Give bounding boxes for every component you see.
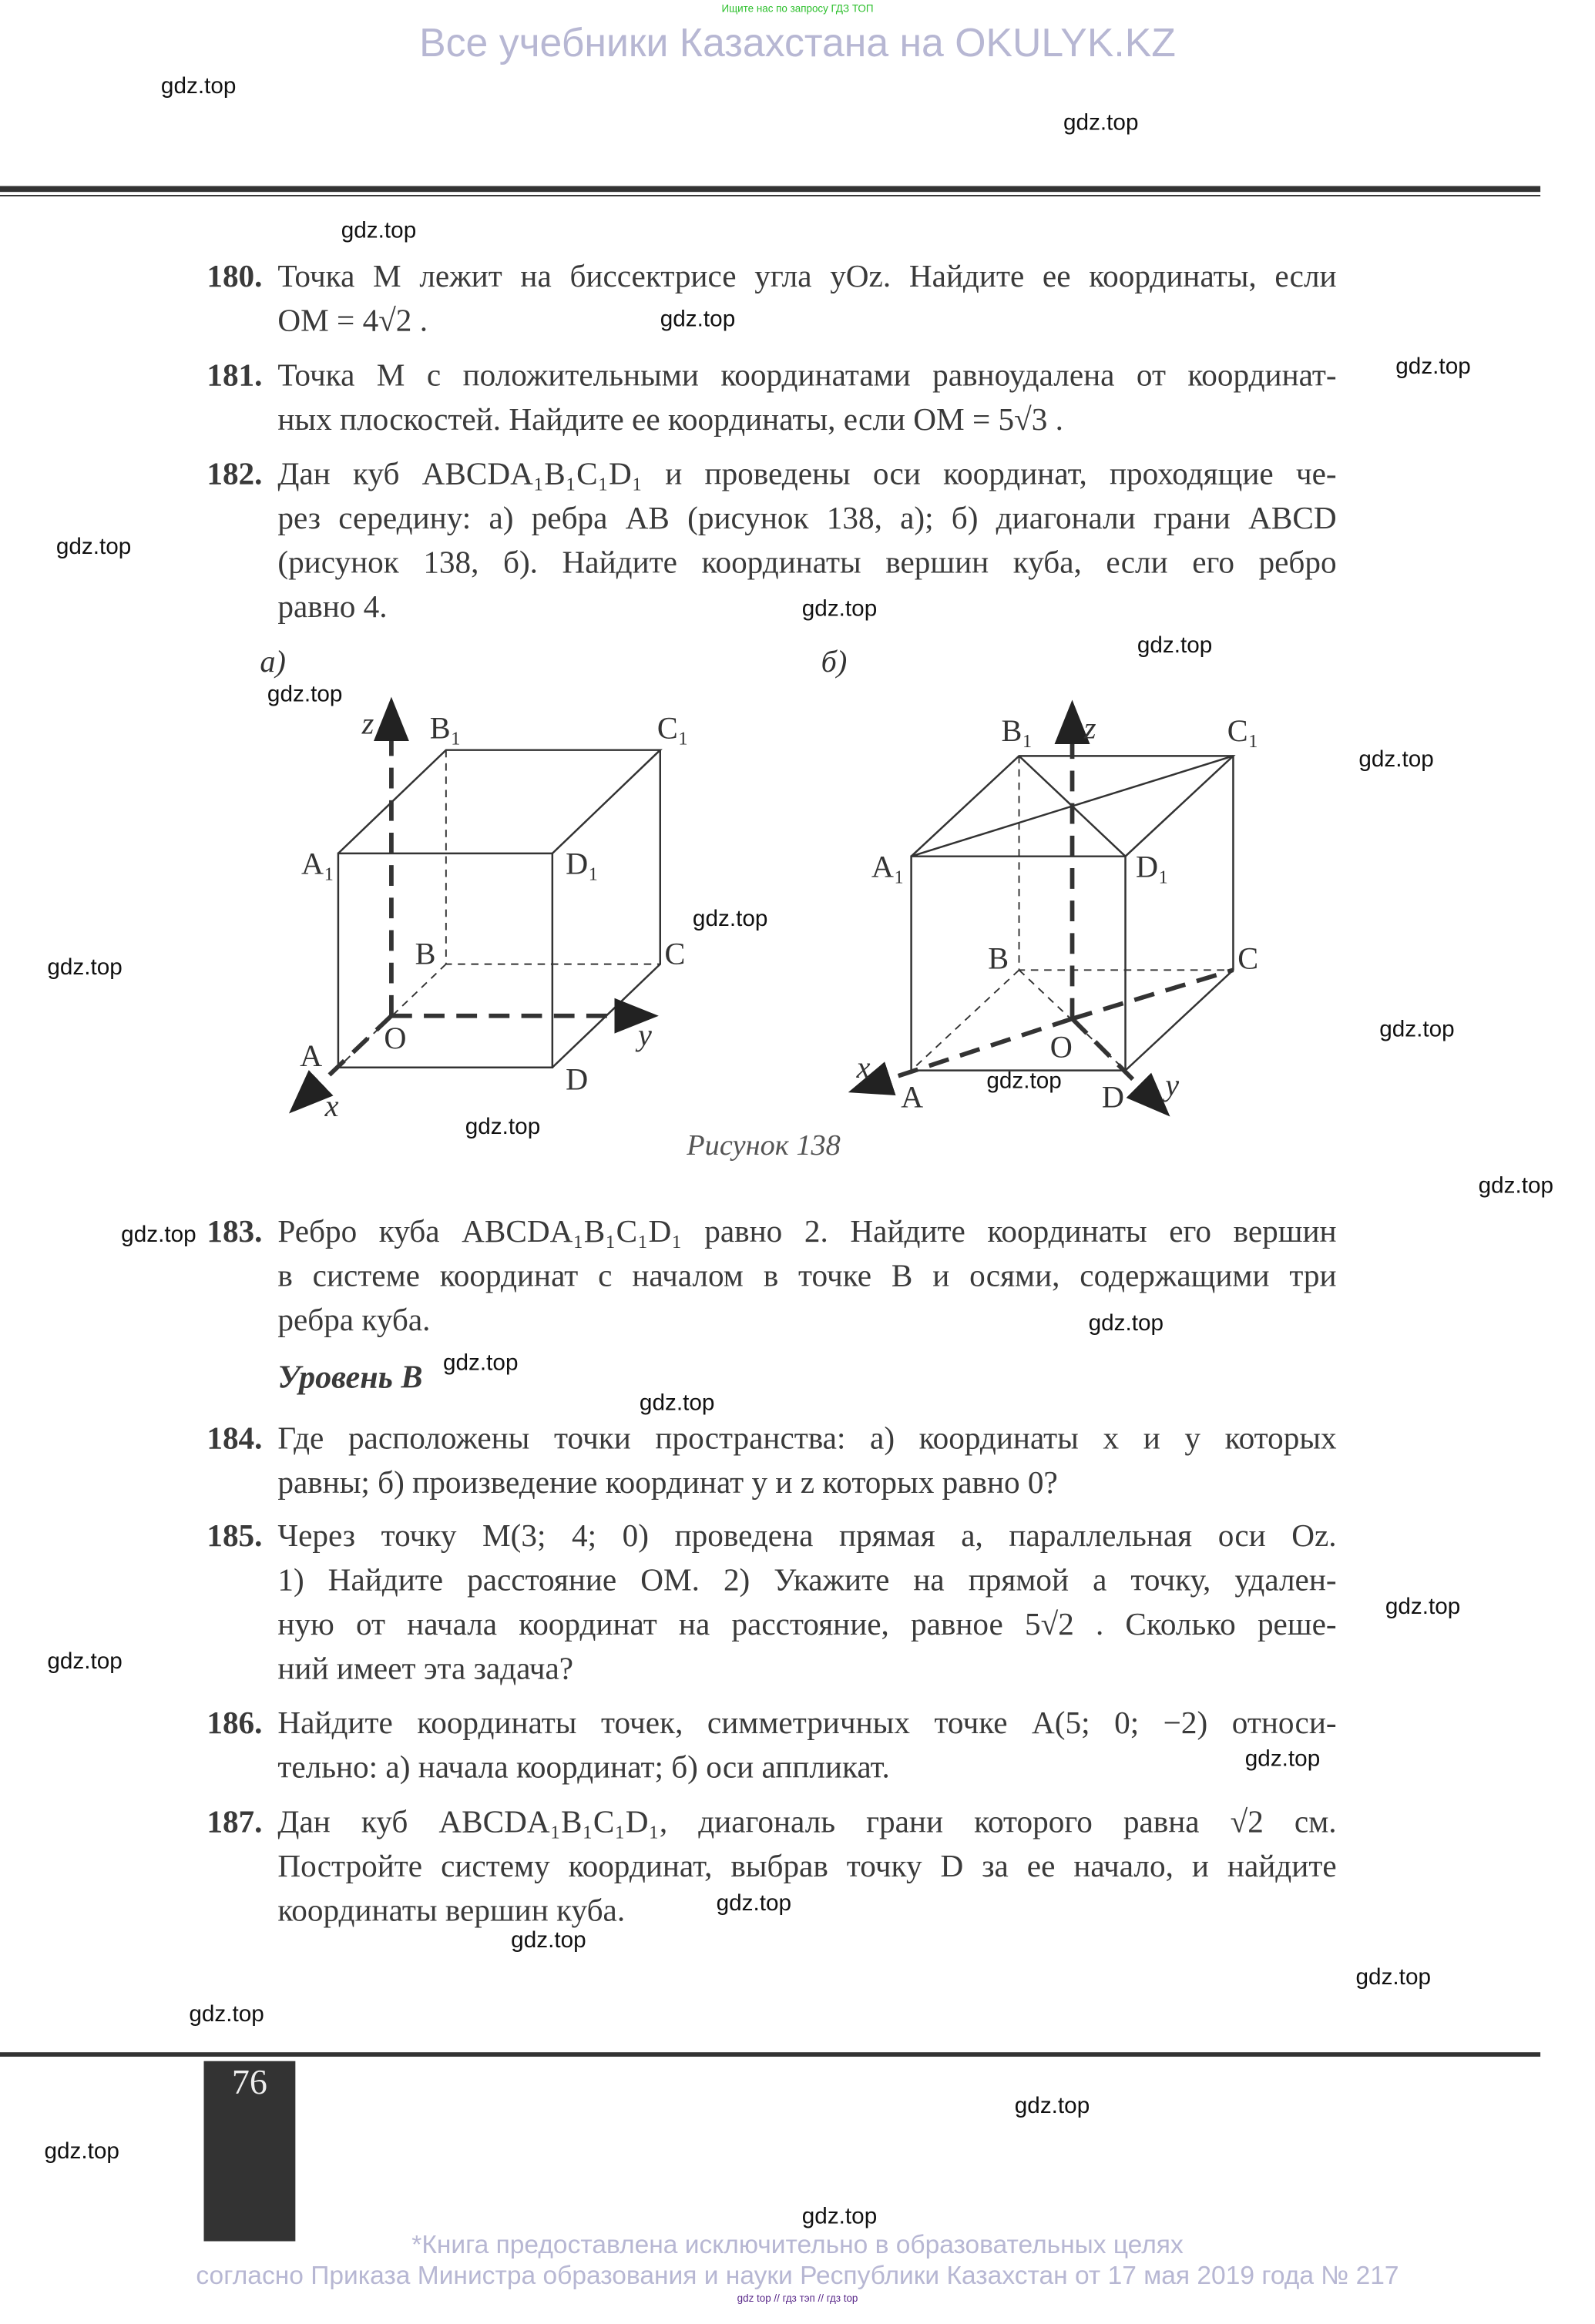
vertex-label: A bbox=[300, 1038, 323, 1073]
problem-180 bbox=[207, 254, 1336, 343]
site-banner[interactable]: Все учебники Казахстана на OKULYK.KZ bbox=[419, 20, 1176, 65]
problem-line: координаты вершин куба. bbox=[277, 1893, 626, 1929]
problem-line: OM = 4√2 . bbox=[277, 302, 428, 338]
axis-label: z bbox=[361, 706, 374, 741]
vertex-label: D bbox=[1101, 1079, 1124, 1115]
problem-number: 185. bbox=[207, 1517, 263, 1554]
vertex-label: B bbox=[415, 936, 436, 971]
vertex-label: A₁ bbox=[871, 849, 905, 884]
vertex-label: O bbox=[1049, 1029, 1073, 1065]
level-heading: Уровень B bbox=[277, 1358, 423, 1396]
watermark: gdz.top bbox=[692, 906, 768, 932]
problem-184 bbox=[207, 1416, 1336, 1504]
page-number: 76 bbox=[231, 2064, 267, 2103]
watermark: gdz.top bbox=[47, 955, 123, 981]
problem-number: 181. bbox=[207, 357, 263, 393]
watermark: gdz.top bbox=[801, 2204, 878, 2230]
watermark: gdz.top bbox=[189, 2002, 264, 2027]
watermark: gdz.top bbox=[716, 1891, 792, 1917]
problem-line: Дан куб ABCDA₁B₁C₁D₁, диагональ грани которого равна √2 см. bbox=[277, 1804, 1337, 1840]
watermark: gdz.top bbox=[47, 1648, 123, 1675]
watermark: gdz.top bbox=[1014, 2093, 1090, 2119]
problem-181 bbox=[207, 353, 1336, 441]
problem-number: 180. bbox=[207, 258, 263, 294]
problem-line: равно 4. bbox=[277, 589, 388, 625]
problem-number: 183. bbox=[207, 1213, 263, 1249]
watermark: gdz.top bbox=[267, 682, 343, 708]
problem-number: 187. bbox=[207, 1804, 263, 1840]
vertex-label: B bbox=[988, 941, 1009, 976]
problem-line: Где расположены точки пространства: а) координаты x и y которых bbox=[277, 1420, 1337, 1456]
watermark: gdz.top bbox=[639, 1390, 715, 1417]
watermark: gdz.top bbox=[986, 1068, 1062, 1095]
problem-line: Найдите координаты точек, симметричных точке A(5; 0; −2) относи- bbox=[277, 1705, 1337, 1741]
watermark: gdz.top bbox=[1379, 1017, 1455, 1043]
problem-line: 1) Найдите расстояние OM. 2) Укажите на прямой a точку, удален- bbox=[277, 1561, 1337, 1598]
problem-185 bbox=[207, 1514, 1336, 1691]
problem-line: Точка M с положительными координатами равноудалена от координат- bbox=[277, 357, 1337, 393]
problem-line: ний имеет эта задача? bbox=[277, 1650, 574, 1686]
problem-line: (рисунок 138, б). Найдите координаты вершин куба, если его ребро bbox=[277, 545, 1337, 581]
vertex-label: C₁ bbox=[656, 710, 689, 746]
vertex-label: C bbox=[1237, 941, 1259, 976]
top-rule bbox=[0, 186, 1540, 193]
watermark: gdz.top bbox=[801, 596, 878, 622]
problem-186 bbox=[207, 1701, 1336, 1789]
vertex-label: C bbox=[664, 936, 686, 971]
figure-caption: Рисунок 138 bbox=[687, 1129, 841, 1162]
watermark: gdz.top bbox=[55, 534, 132, 560]
problem-182 bbox=[207, 452, 1336, 629]
bottom-rule bbox=[0, 2052, 1540, 2057]
figure-label-a: а) bbox=[260, 644, 286, 679]
axis-label: z bbox=[1083, 710, 1096, 746]
problem-number: 184. bbox=[207, 1420, 263, 1456]
vertex-label: D₁ bbox=[1135, 849, 1170, 884]
problem-line: Дан куб ABCDA₁B₁C₁D₁ и проведены оси координат, проходящие че- bbox=[277, 456, 1337, 492]
watermark: gdz.top bbox=[44, 2139, 119, 2165]
watermark: gdz.top bbox=[1478, 1173, 1554, 1199]
watermark: gdz.top bbox=[1395, 354, 1471, 380]
problem-line: ребра куба. bbox=[277, 1302, 431, 1338]
problem-number: 182. bbox=[207, 456, 263, 492]
axis-label: y bbox=[638, 1018, 652, 1053]
problem-line: равны; б) произведение координат y и z которых равно 0? bbox=[277, 1464, 1058, 1501]
watermark: gdz.top bbox=[1244, 1746, 1321, 1772]
vertex-label: A₁ bbox=[301, 846, 335, 881]
cube-figure-a bbox=[295, 706, 660, 1107]
watermark: gdz.top bbox=[1088, 1311, 1164, 1336]
watermark: gdz.top bbox=[443, 1350, 519, 1377]
footer-line-1: *Книга предоставлена исключительно в образовательных целях bbox=[411, 2229, 1184, 2259]
problem-number: 186. bbox=[207, 1705, 263, 1741]
axis-label: x bbox=[856, 1050, 871, 1085]
problem-line: Точка M лежит на биссектрисе угла yOz. Найдите ее координаты, если bbox=[277, 258, 1337, 294]
vertex-label: B₁ bbox=[429, 710, 462, 746]
problem-line: ных плоскостей. Найдите ее координаты, если OM = 5√3 . bbox=[277, 401, 1063, 438]
problem-line: Ребро куба ABCDA₁B₁C₁D₁ равно 2. Найдите координаты его вершин bbox=[277, 1213, 1337, 1249]
vertex-label: C₁ bbox=[1227, 713, 1259, 749]
page-number-box bbox=[204, 2061, 296, 2242]
footer-small: gdz top // гдз тэп // гдз top bbox=[737, 2294, 858, 2305]
problem-line: рез середину: а) ребра AB (рисунок 138, а); б) диагонали грани ABCD bbox=[277, 500, 1337, 536]
vertex-label: D₁ bbox=[566, 846, 599, 881]
top-rule-thin bbox=[0, 195, 1540, 196]
watermark: gdz.top bbox=[1063, 110, 1139, 136]
vertex-label: B₁ bbox=[1001, 713, 1033, 749]
cube-figure-b bbox=[857, 709, 1234, 1110]
watermark: gdz.top bbox=[341, 218, 417, 244]
watermark: gdz.top bbox=[1355, 1965, 1432, 1990]
vertex-label: A bbox=[901, 1079, 924, 1115]
figure-138 bbox=[0, 635, 1595, 1137]
watermark: gdz.top bbox=[465, 1115, 541, 1140]
watermark: gdz.top bbox=[511, 1928, 586, 1953]
problem-line: тельно: а) начала координат; б) оси аппликат. bbox=[277, 1749, 890, 1786]
watermark: gdz.top bbox=[660, 307, 736, 333]
problem-line: Постройте систему координат, выбрав точку D за ее начало, и найдите bbox=[277, 1848, 1337, 1884]
watermark: gdz.top bbox=[121, 1222, 196, 1248]
watermark: gdz.top bbox=[1358, 746, 1434, 773]
axis-label: x bbox=[324, 1088, 339, 1124]
problem-line: Через точку M(3; 4; 0) проведена прямая a, параллельная оси Oz. bbox=[277, 1517, 1337, 1554]
watermark: gdz.top bbox=[1385, 1595, 1461, 1620]
search-hint: Ищите нас по запросу ГДЗ ТОП bbox=[721, 4, 874, 15]
vertex-label: D bbox=[566, 1061, 589, 1097]
watermark: gdz.top bbox=[160, 73, 237, 99]
problem-183 bbox=[207, 1209, 1336, 1343]
watermark: gdz.top bbox=[1137, 633, 1213, 659]
axis-label: y bbox=[1165, 1068, 1180, 1103]
figure-label-b: б) bbox=[821, 644, 848, 679]
problem-line: ную от начала координат на расстояние, равное 5√2 . Сколько реше- bbox=[277, 1606, 1337, 1642]
vertex-label: O bbox=[384, 1020, 407, 1055]
footer-line-2: согласно Приказа Министра образования и науки Республики Казахстан от 17 мая 2019 года № 217 bbox=[196, 2260, 1399, 2290]
problem-line: в системе координат с началом в точке B и осями, содержащими три bbox=[277, 1258, 1337, 1294]
